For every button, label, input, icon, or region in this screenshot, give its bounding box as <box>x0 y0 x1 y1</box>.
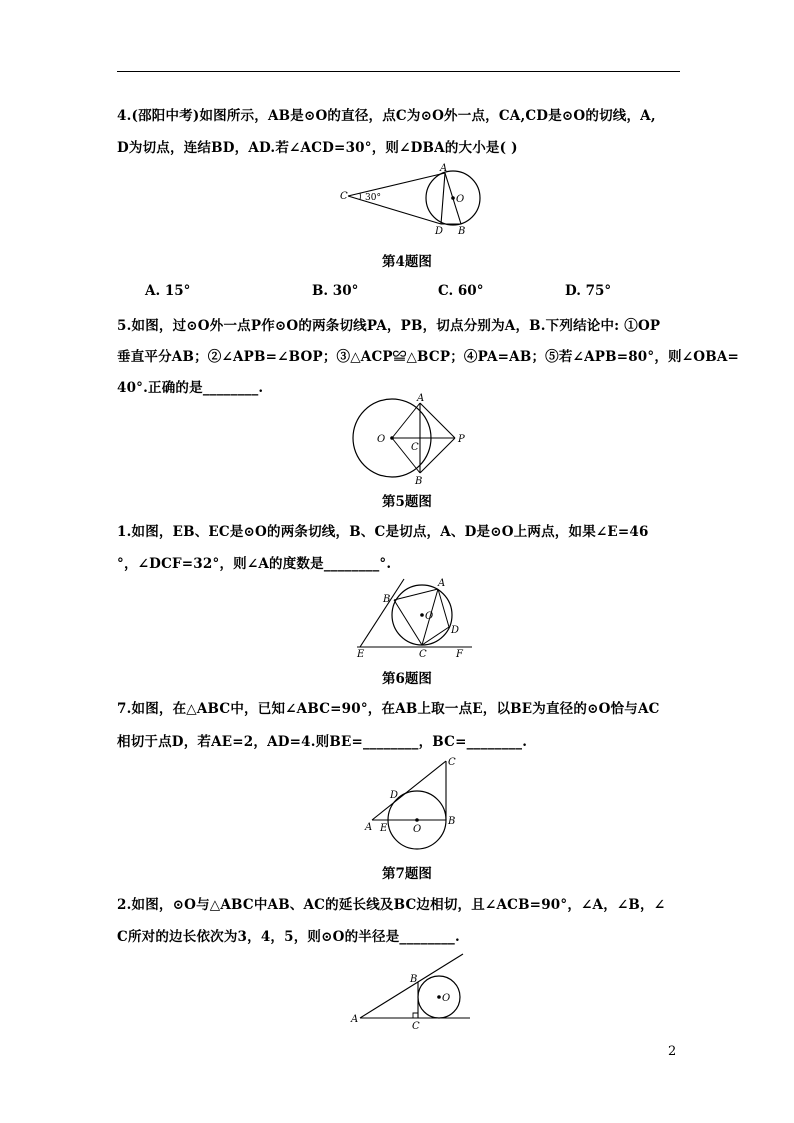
q7-center-dot <box>415 818 419 822</box>
q5-label-a: A <box>417 393 425 404</box>
q1-caption: 第6题图 <box>382 671 432 687</box>
q7-figure <box>362 755 472 840</box>
q7-caption: 第7题图 <box>382 866 432 882</box>
q2-line2: C所对的边长依次为3，4，5，则⊙O的半径是________. <box>117 929 460 945</box>
q4-option-a: A. 15° <box>145 283 191 299</box>
q2-right-angle-mark <box>413 1013 418 1018</box>
q2-label-a: A <box>351 1014 359 1025</box>
q7-side-ac <box>372 761 446 820</box>
q4-option-b: B. 30° <box>312 283 359 299</box>
q5-line1: 5.如图，过⊙O外一点P作⊙O的两条切线PA，PB，切点分别为A，B.下列结论中: ①OP <box>117 318 661 334</box>
q1-line1: 1.如图，EB、EC是⊙O的两条切线，B、C是切点，A、D是⊙O上两点，如果∠E=46 <box>117 524 649 540</box>
q2-figure <box>345 950 475 1030</box>
q2-line1: 2.如图，⊙O与△ABC中AB、AC的延长线及BC边相切，且∠ACB=90°，∠A，∠B，∠ <box>117 897 666 913</box>
q5-label-p: P <box>458 434 465 445</box>
q1-figure <box>352 575 477 660</box>
q4-figure <box>335 163 495 238</box>
q1-line2: °，∠DCF=32°，则∠A的度数是________°. <box>117 556 392 572</box>
q4-line2: D为切点，连结BD，AD.若∠ACD=30°，则∠DBA的大小是( ) <box>117 140 518 156</box>
q4-tangent-ca <box>348 173 445 196</box>
q1-center-dot <box>420 613 424 617</box>
q2-line-ab <box>360 954 463 1018</box>
q4-option-c: C. 60° <box>438 283 484 299</box>
q5-caption: 第5题图 <box>382 494 432 510</box>
q4-label-c: C <box>340 191 348 202</box>
q5-label-b: B <box>415 476 423 487</box>
q4-label-angle: 30° <box>365 193 381 203</box>
q1-label-b: B <box>383 594 391 605</box>
q1-label-d: D <box>451 625 460 636</box>
q4-caption: 第4题图 <box>382 254 432 270</box>
q7-label-o: O <box>413 824 422 835</box>
q7-label-a: A <box>365 822 373 833</box>
q5-tangent-pb <box>420 438 455 473</box>
q7-line2: 相切于点D，若AE=2，AD=4.则BE=________，BC=________. <box>117 734 528 750</box>
q5-figure <box>345 393 475 487</box>
q1-chord-cb <box>394 600 422 645</box>
q4-line1: 4.(邵阳中考)如图所示，AB是⊙O的直径，点C为⊙O外一点，CA,CD是⊙O的切线，A, <box>117 108 656 124</box>
q7-label-b: B <box>448 816 456 827</box>
q7-line1: 7.如图，在△ABC中，已知∠ABC=90°，在AB上取一点E，以BE为直径的⊙O恰与AC <box>117 701 660 717</box>
q5-line2: 垂直平分AB；②∠APB=∠BOP；③△ACP≌△BCP；④PA=AB；⑤若∠APB=80°，则∠OBA= <box>117 349 740 365</box>
q4-tangent-cd <box>348 196 441 224</box>
q7-label-c: C <box>448 757 456 768</box>
q7-label-d: D <box>390 790 399 801</box>
q2-center-dot <box>437 995 441 999</box>
q2-label-o: O <box>442 993 451 1004</box>
q4-option-d: D. 75° <box>565 283 612 299</box>
q5-radius-oa <box>392 403 420 438</box>
q4-label-b: B <box>458 226 466 237</box>
q1-label-o: O <box>425 611 434 622</box>
q1-tangent-eb <box>360 579 404 647</box>
q4-center-dot <box>451 196 455 200</box>
q4-label-a: A <box>440 163 448 174</box>
q1-label-e: E <box>357 649 365 660</box>
q2-label-c: C <box>412 1021 420 1032</box>
q1-label-a: A <box>438 578 446 589</box>
q4-label-o: O <box>456 194 465 205</box>
q5-label-c: C <box>411 442 419 453</box>
q5-line3: 40°.正确的是________. <box>117 380 264 396</box>
q7-label-e: E <box>380 823 388 834</box>
q5-label-o: O <box>377 434 386 445</box>
q5-center-dot <box>390 436 394 440</box>
q1-label-c: C <box>419 649 427 660</box>
q4-label-d: D <box>435 226 444 237</box>
q5-tangent-pa <box>420 403 455 438</box>
header-rule <box>117 71 680 72</box>
q2-label-b: B <box>410 974 418 985</box>
q4-chord-ad <box>441 173 445 224</box>
page-number: 2 <box>668 1044 677 1059</box>
q1-label-f: F <box>456 649 463 660</box>
